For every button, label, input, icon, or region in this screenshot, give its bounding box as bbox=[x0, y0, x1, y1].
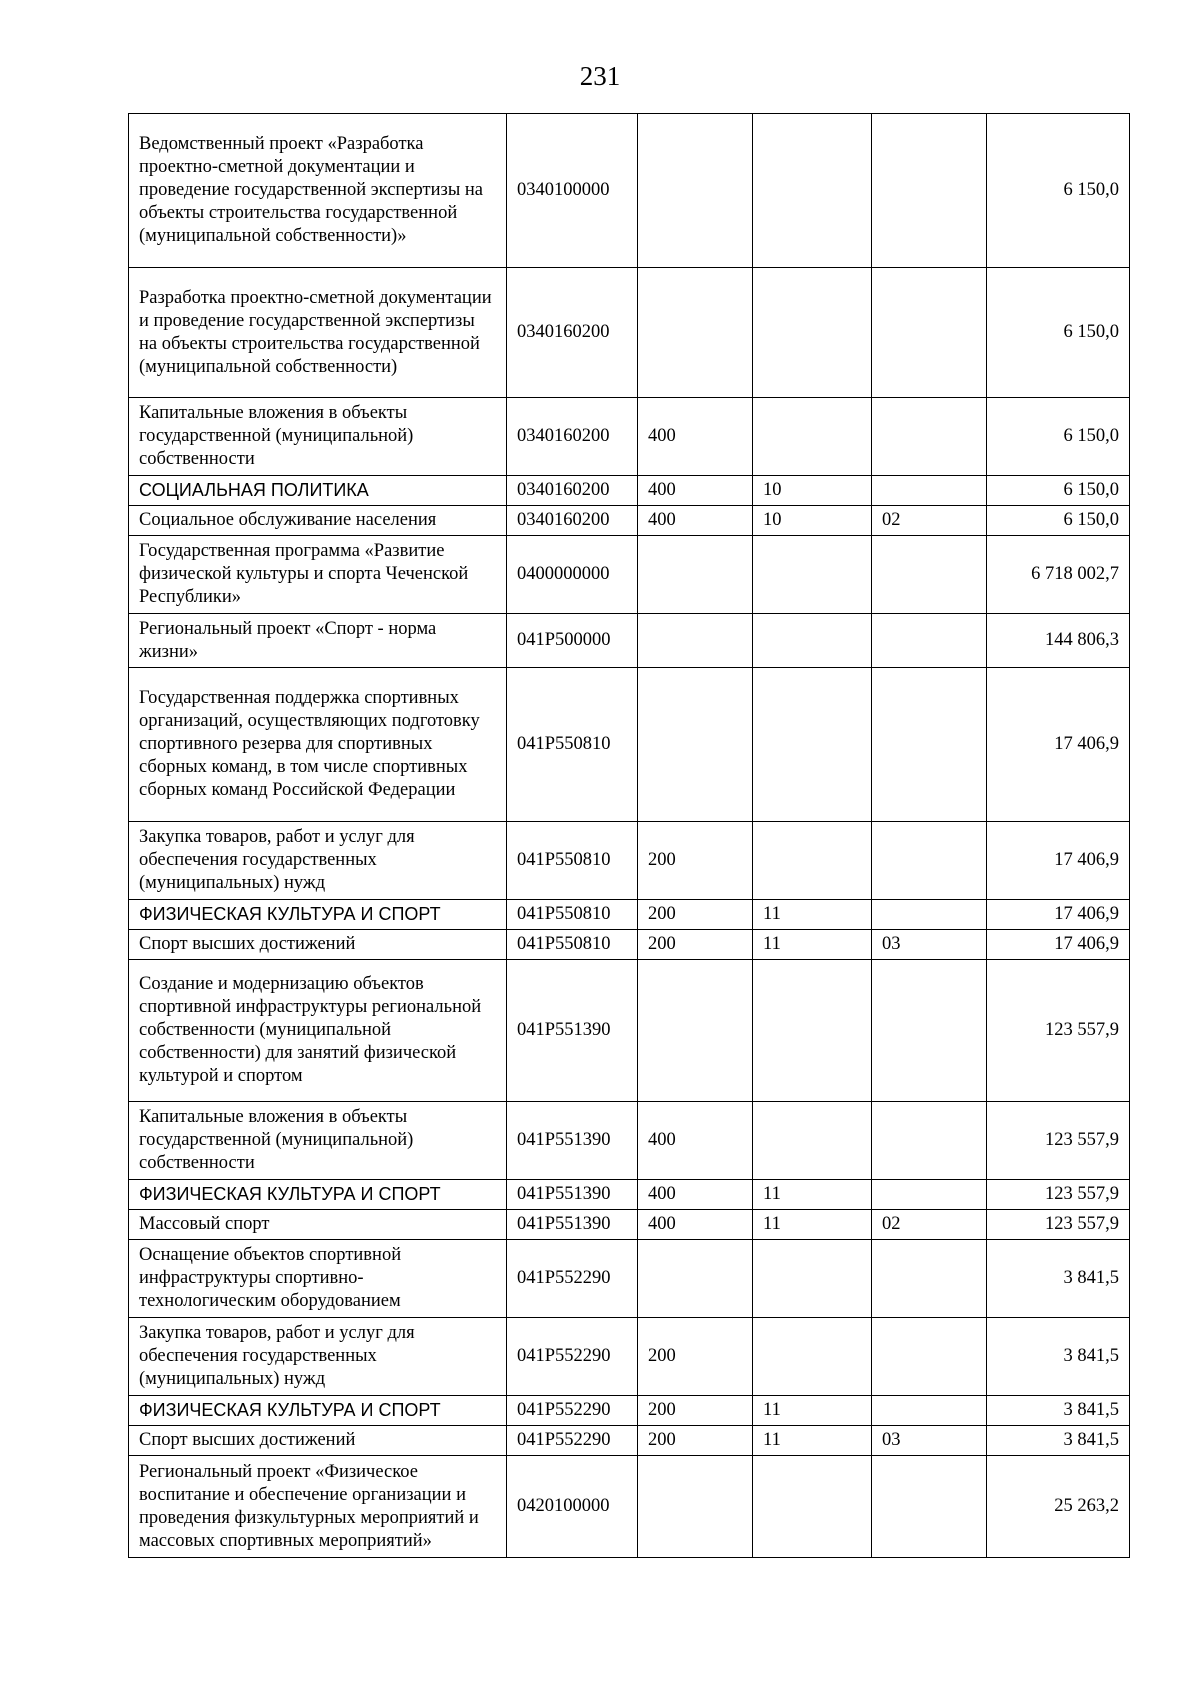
section-cell bbox=[753, 822, 872, 900]
amount-cell: 3 841,5 bbox=[987, 1318, 1130, 1396]
amount-cell: 123 557,9 bbox=[987, 1102, 1130, 1180]
target-code-cell: 0400000000 bbox=[507, 536, 638, 614]
target-code-cell: 0340160200 bbox=[507, 476, 638, 506]
amount-cell: 17 406,9 bbox=[987, 930, 1130, 960]
expense-type-cell: 200 bbox=[638, 900, 753, 930]
target-code-cell: 041P551390 bbox=[507, 960, 638, 1102]
table-row bbox=[129, 822, 1130, 900]
subsection-cell bbox=[872, 114, 987, 268]
amount-cell: 6 150,0 bbox=[987, 398, 1130, 476]
expense-type-cell bbox=[638, 1240, 753, 1318]
subsection-cell bbox=[872, 476, 987, 506]
subsection-cell bbox=[872, 614, 987, 668]
amount-cell: 123 557,9 bbox=[987, 960, 1130, 1102]
expense-type-cell bbox=[638, 960, 753, 1102]
expense-type-cell: 200 bbox=[638, 1318, 753, 1396]
table-row bbox=[129, 1318, 1130, 1396]
section-cell: 11 bbox=[753, 900, 872, 930]
table-row bbox=[129, 1456, 1130, 1558]
expense-type-cell bbox=[638, 1456, 753, 1558]
section-cell bbox=[753, 268, 872, 398]
section-cell: 10 bbox=[753, 476, 872, 506]
subsection-cell bbox=[872, 268, 987, 398]
subsection-cell bbox=[872, 668, 987, 822]
expense-type-cell: 200 bbox=[638, 822, 753, 900]
section-cell bbox=[753, 960, 872, 1102]
target-code-cell: 0340160200 bbox=[507, 398, 638, 476]
section-cell: 10 bbox=[753, 506, 872, 536]
amount-cell: 6 150,0 bbox=[987, 268, 1130, 398]
amount-cell: 123 557,9 bbox=[987, 1210, 1130, 1240]
target-code-cell: 041P551390 bbox=[507, 1210, 638, 1240]
expense-type-cell: 400 bbox=[638, 1180, 753, 1210]
row-name-cell: Оснащение объектов спортивной инфраструктуры спортивно-технологическим оборудованием bbox=[129, 1240, 507, 1318]
section-cell: 11 bbox=[753, 1396, 872, 1426]
section-cell bbox=[753, 1318, 872, 1396]
target-code-cell: 041P550810 bbox=[507, 900, 638, 930]
expense-type-cell: 400 bbox=[638, 506, 753, 536]
row-name-cell: Создание и модернизацию объектов спортивной инфраструктуры региональной собственности (муниципальной собственности) для занятий физической культурой и спортом bbox=[129, 960, 507, 1102]
row-name-cell: ФИЗИЧЕСКАЯ КУЛЬТУРА И СПОРТ bbox=[129, 1180, 507, 1210]
amount-cell: 6 150,0 bbox=[987, 506, 1130, 536]
subsection-cell bbox=[872, 1396, 987, 1426]
amount-cell: 6 718 002,7 bbox=[987, 536, 1130, 614]
section-cell: 11 bbox=[753, 930, 872, 960]
row-name-cell: Государственная поддержка спортивных организаций, осуществляющих подготовку спортивного резерва для спортивных сборных команд, в том числе спортивных сборных команд Российской Федерации bbox=[129, 668, 507, 822]
target-code-cell: 041P550810 bbox=[507, 930, 638, 960]
section-cell bbox=[753, 1456, 872, 1558]
amount-cell: 3 841,5 bbox=[987, 1426, 1130, 1456]
expense-type-cell bbox=[638, 668, 753, 822]
table-row bbox=[129, 960, 1130, 1102]
table-row bbox=[129, 614, 1130, 668]
section-cell bbox=[753, 398, 872, 476]
section-cell: 11 bbox=[753, 1210, 872, 1240]
expense-type-cell: 200 bbox=[638, 930, 753, 960]
subsection-cell bbox=[872, 1102, 987, 1180]
expense-type-cell: 400 bbox=[638, 1210, 753, 1240]
table-row bbox=[129, 1396, 1130, 1426]
section-cell: 11 bbox=[753, 1180, 872, 1210]
amount-cell: 17 406,9 bbox=[987, 668, 1130, 822]
table-row bbox=[129, 1210, 1130, 1240]
subsection-cell: 03 bbox=[872, 930, 987, 960]
table-row bbox=[129, 476, 1130, 506]
target-code-cell: 041P552290 bbox=[507, 1240, 638, 1318]
target-code-cell: 041P551390 bbox=[507, 1102, 638, 1180]
target-code-cell: 041P500000 bbox=[507, 614, 638, 668]
subsection-cell bbox=[872, 1318, 987, 1396]
section-cell bbox=[753, 114, 872, 268]
subsection-cell bbox=[872, 822, 987, 900]
section-cell bbox=[753, 1102, 872, 1180]
expense-type-cell: 400 bbox=[638, 398, 753, 476]
subsection-cell bbox=[872, 536, 987, 614]
target-code-cell: 041P550810 bbox=[507, 822, 638, 900]
target-code-cell: 0340160200 bbox=[507, 506, 638, 536]
expense-type-cell bbox=[638, 536, 753, 614]
amount-cell: 6 150,0 bbox=[987, 476, 1130, 506]
target-code-cell: 041P552290 bbox=[507, 1318, 638, 1396]
amount-cell: 6 150,0 bbox=[987, 114, 1130, 268]
amount-cell: 17 406,9 bbox=[987, 900, 1130, 930]
expense-type-cell bbox=[638, 614, 753, 668]
budget-table bbox=[128, 113, 1130, 1558]
subsection-cell bbox=[872, 1456, 987, 1558]
table-row bbox=[129, 506, 1130, 536]
row-name-cell: Региональный проект «Спорт - норма жизни» bbox=[129, 614, 507, 668]
expense-type-cell: 400 bbox=[638, 1102, 753, 1180]
row-name-cell: Спорт высших достижений bbox=[129, 1426, 507, 1456]
table-row bbox=[129, 268, 1130, 398]
expense-type-cell bbox=[638, 114, 753, 268]
row-name-cell: Спорт высших достижений bbox=[129, 930, 507, 960]
section-cell bbox=[753, 1240, 872, 1318]
expense-type-cell: 400 bbox=[638, 476, 753, 506]
target-code-cell: 0420100000 bbox=[507, 1456, 638, 1558]
row-name-cell: Социальное обслуживание населения bbox=[129, 506, 507, 536]
amount-cell: 17 406,9 bbox=[987, 822, 1130, 900]
target-code-cell: 041P552290 bbox=[507, 1426, 638, 1456]
subsection-cell bbox=[872, 960, 987, 1102]
subsection-cell bbox=[872, 398, 987, 476]
table-row bbox=[129, 1180, 1130, 1210]
subsection-cell bbox=[872, 1180, 987, 1210]
row-name-cell: Ведомственный проект «Разработка проектно-сметной документации и проведение государственной экспертизы на объекты строительства государственной (муниципальной собственности)» bbox=[129, 114, 507, 268]
table-row bbox=[129, 398, 1130, 476]
subsection-cell: 02 bbox=[872, 1210, 987, 1240]
expense-type-cell bbox=[638, 268, 753, 398]
row-name-cell: Капитальные вложения в объекты государственной (муниципальной) собственности bbox=[129, 1102, 507, 1180]
amount-cell: 3 841,5 bbox=[987, 1240, 1130, 1318]
amount-cell: 144 806,3 bbox=[987, 614, 1130, 668]
table-row bbox=[129, 1426, 1130, 1456]
target-code-cell: 041P550810 bbox=[507, 668, 638, 822]
row-name-cell: Закупка товаров, работ и услуг для обеспечения государственных (муниципальных) нужд bbox=[129, 1318, 507, 1396]
row-name-cell: Закупка товаров, работ и услуг для обеспечения государственных (муниципальных) нужд bbox=[129, 822, 507, 900]
table-row bbox=[129, 900, 1130, 930]
row-name-cell: СОЦИАЛЬНАЯ ПОЛИТИКА bbox=[129, 476, 507, 506]
row-name-cell: Капитальные вложения в объекты государственной (муниципальной) собственности bbox=[129, 398, 507, 476]
expense-type-cell: 200 bbox=[638, 1426, 753, 1456]
row-name-cell: ФИЗИЧЕСКАЯ КУЛЬТУРА И СПОРТ bbox=[129, 900, 507, 930]
table-row bbox=[129, 536, 1130, 614]
table-row bbox=[129, 1240, 1130, 1318]
target-code-cell: 0340100000 bbox=[507, 114, 638, 268]
row-name-cell: Региональный проект «Физическое воспитание и обеспечение организации и проведения физкультурных мероприятий и массовых спортивных мероприятий» bbox=[129, 1456, 507, 1558]
row-name-cell: ФИЗИЧЕСКАЯ КУЛЬТУРА И СПОРТ bbox=[129, 1396, 507, 1426]
section-cell bbox=[753, 536, 872, 614]
row-name-cell: Массовый спорт bbox=[129, 1210, 507, 1240]
subsection-cell bbox=[872, 1240, 987, 1318]
section-cell bbox=[753, 614, 872, 668]
expense-type-cell: 200 bbox=[638, 1396, 753, 1426]
row-name-cell: Разработка проектно-сметной документации и проведение государственной экспертизы на объекты строительства государственной (муниципальной собственности) bbox=[129, 268, 507, 398]
target-code-cell: 041P551390 bbox=[507, 1180, 638, 1210]
table-row bbox=[129, 114, 1130, 268]
row-name-cell: Государственная программа «Развитие физической культуры и спорта Чеченской Республики» bbox=[129, 536, 507, 614]
subsection-cell bbox=[872, 900, 987, 930]
section-cell: 11 bbox=[753, 1426, 872, 1456]
amount-cell: 25 263,2 bbox=[987, 1456, 1130, 1558]
page-number: 231 bbox=[579, 61, 621, 91]
subsection-cell: 03 bbox=[872, 1426, 987, 1456]
target-code-cell: 0340160200 bbox=[507, 268, 638, 398]
amount-cell: 123 557,9 bbox=[987, 1180, 1130, 1210]
table-row bbox=[129, 1102, 1130, 1180]
table-row bbox=[129, 668, 1130, 822]
section-cell bbox=[753, 668, 872, 822]
amount-cell: 3 841,5 bbox=[987, 1396, 1130, 1426]
table-row bbox=[129, 930, 1130, 960]
subsection-cell: 02 bbox=[872, 506, 987, 536]
target-code-cell: 041P552290 bbox=[507, 1396, 638, 1426]
